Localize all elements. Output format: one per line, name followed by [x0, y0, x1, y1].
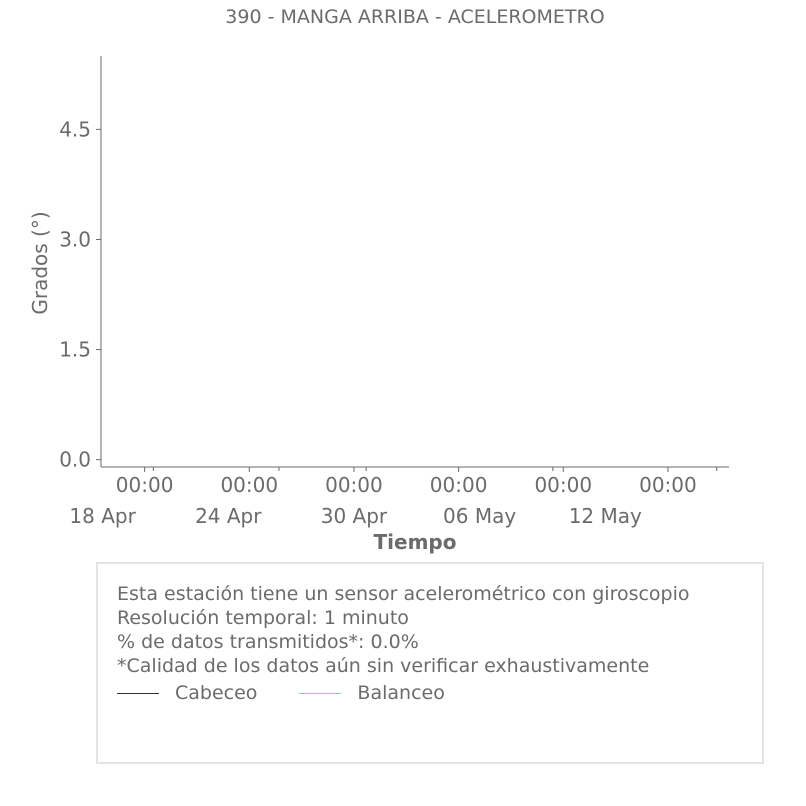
chart-title: 390 - MANGA ARRIBA - ACELEROMETRO [225, 6, 605, 28]
y-tick-label: 1.5 [59, 337, 91, 362]
x-tick-time-label: 00:00 [115, 473, 174, 497]
info-line-sensor: Esta estación tiene un sensor acelerométrico con giroscopio [117, 583, 690, 605]
x-tick-time-label: 00:00 [639, 473, 697, 497]
x-tick-date-label: 06 May [443, 504, 517, 528]
info-line-quality-note: *Calidad de los datos aún sin verificar exhaustivamente [117, 655, 650, 677]
x-tick-time-label: 00:00 [534, 473, 593, 497]
info-line-transmitted: % de datos transmitidos*: 0.0% [117, 631, 419, 653]
x-tick-time-label: 00:00 [325, 473, 383, 497]
x-tick-date-label: 24 Apr [195, 504, 262, 528]
x-axis-label: Tiempo [373, 530, 457, 554]
x-tick-date-label: 12 May [568, 504, 642, 528]
legend-label-balanceo: Balanceo [357, 682, 445, 704]
x-tick-date-label: 18 Apr [69, 504, 136, 528]
x-tick-time-label: 00:00 [220, 473, 279, 497]
x-tick-date-label: 30 Apr [320, 504, 388, 528]
legend-swatch-balanceo [299, 693, 341, 694]
legend-swatch-cabeceo [117, 693, 159, 694]
legend-box [96, 562, 764, 764]
y-axis-label: Grados (°) [28, 211, 52, 315]
y-tick-label: 0.0 [59, 447, 91, 472]
y-tick-label: 4.5 [59, 117, 91, 142]
info-line-resolution: Resolución temporal: 1 minuto [117, 607, 409, 629]
y-tick-label: 3.0 [59, 227, 91, 252]
info-lines [117, 582, 690, 678]
legend-label-cabeceo: Cabeceo [175, 682, 258, 704]
legend-entries [117, 682, 445, 704]
x-tick-time-label: 00:00 [429, 473, 488, 497]
